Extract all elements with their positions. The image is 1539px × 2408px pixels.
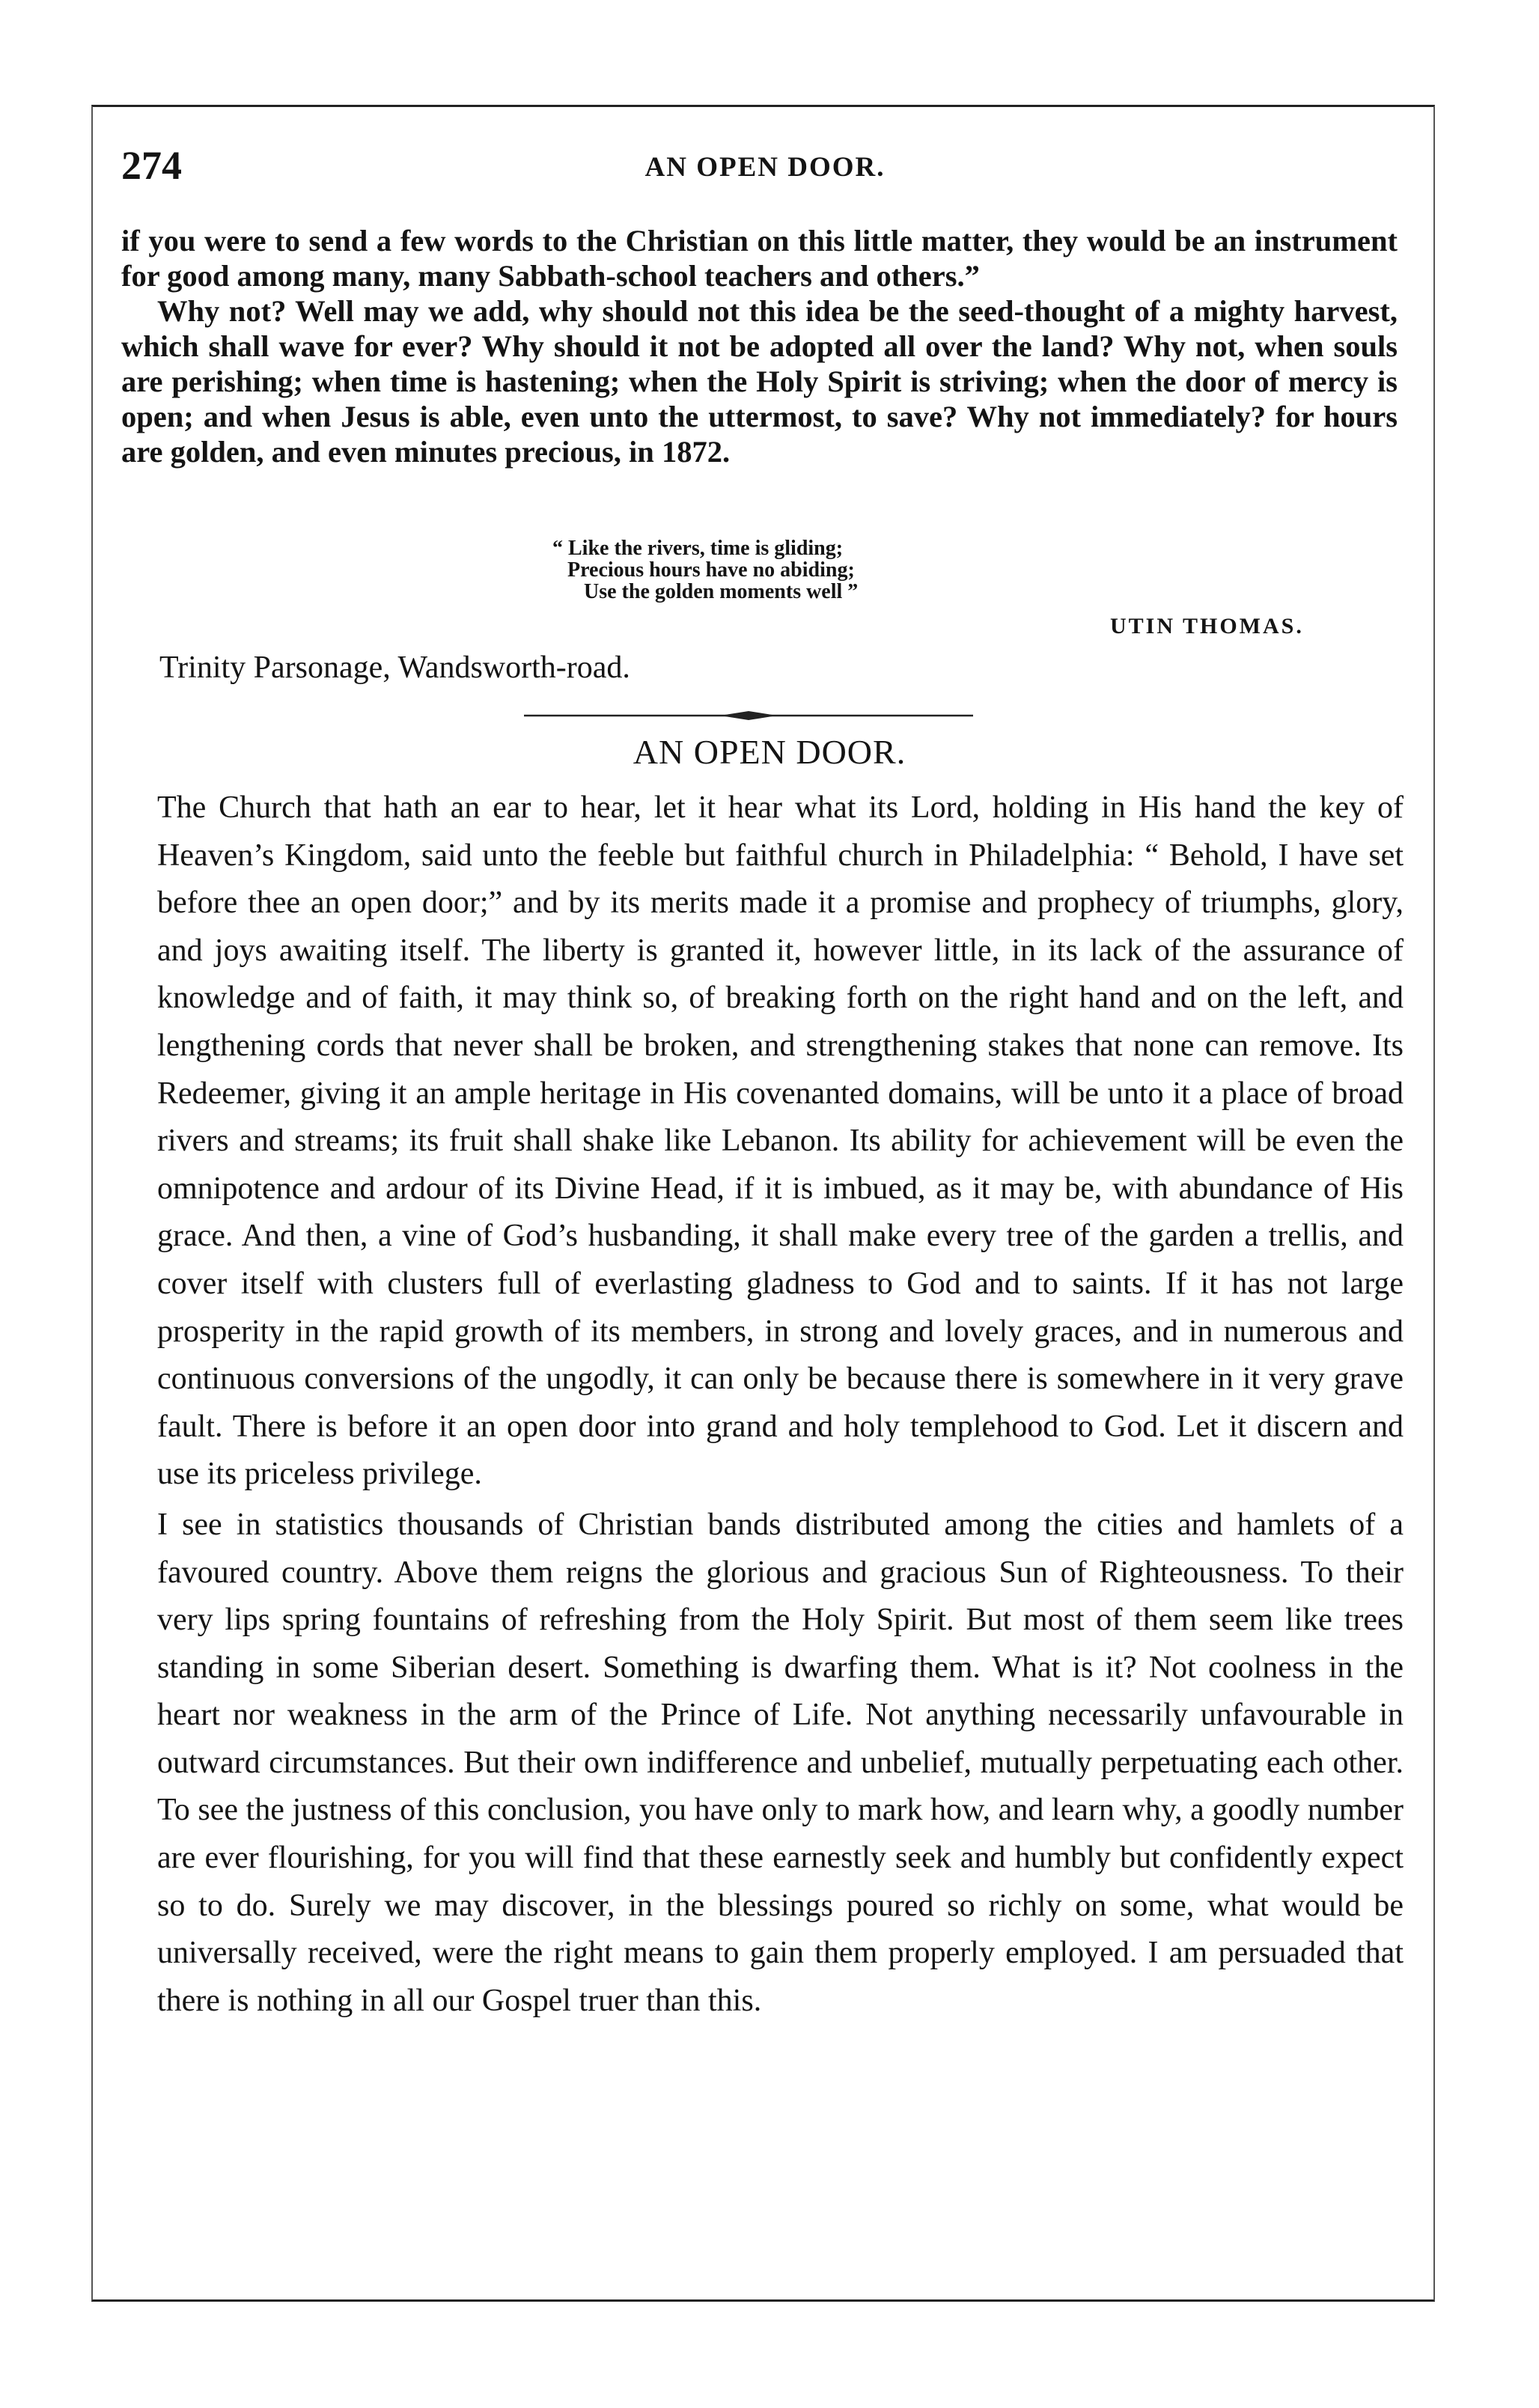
page-number: 274 [121,143,182,188]
signature: UTIN THOMAS. [1110,614,1304,638]
running-head [121,142,1409,195]
letter-paragraph-1: if you were to send a few words to the Christian on this little matter, they would be an instrument for good among many, many Sabbath-school teachers and others.” [121,224,1398,293]
verse-line-2: Precious hours have no abiding; [567,558,855,582]
running-title: AN OPEN DOOR. [644,152,886,183]
letter-paragraph-2: Why not? Well may we add, why should not this idea be the seed-thought of a mighty harvest, which shall wave for ever? Why should it not be adopted all over the land? Why not, when souls are perishing; when time is hastening; when the Holy Spirit is striving; when the door of mercy is open; and when Jesus is able, even unto the uttermost, to save? Why not immediately? for hours are golden, and even minutes precious, in 1872. [121,294,1398,469]
article-paragraph-2: I see in statistics thousands of Christian bands distributed among the cities and hamlets of a favoured country. Above them reigns the glorious and gracious Sun of Righteousness. To their very lips spring fountains of refreshing from the Holy Spirit. But most of them seem like trees standing in some Siberian desert. Something is dwarfing them. What is it? Not coolness in the heart nor weakness in the arm of the Prince of Life. Not anything necessarily unfavourable in outward circumstances. But their own indifference and unbelief, mutually perpetuating each other. To see the justness of this conclusion, you have only to mark how, and learn why, a goodly number are ever flourishing, for you will find that these earnestly seek and humbly but confidently expect so to do. Surely we may discover, in the blessings poured so richly on some, what would be universally received, were the right means to gain them properly employed. I am persuaded that there is nothing in all our Gospel truer than this. [157,1507,1404,2018]
section-divider [524,708,973,723]
verse-line-1: “ Like the rivers, time is gliding; [552,537,844,560]
article-title: AN OPEN DOOR. [633,733,906,771]
dateline: Trinity Parsonage, Wandsworth-road. [159,650,630,685]
verse-quote [552,537,1076,603]
article-paragraph-1: The Church that hath an ear to hear, let it hear what its Lord, holding in His hand the key of Heaven’s Kingdom, said unto the feeble but faithful church in Philadelphia: “ Behold, I have set before thee an open door;” and by its merits made it a promise and prophecy of triumphs, glory, and joys awaiting itself. The liberty is granted it, however little, in its lack of the assurance of knowledge and of faith, it may think so, of breaking forth on the right hand and on the left, and lengthening cords that never shall be broken, and strengthening stakes that none can remove. Its Redeemer, giving it an ample heritage in His covenanted domains, will be unto it a place of broad rivers and streams; its fruit shall shake like Lebanon. Its ability for achievement will be even the omnipotence and ardour of its Divine Head, if it is imbued, as it may be, with abundance of His grace. And then, a vine of God’s husbanding, it shall make every tree of the garden a trellis, and cover itself with clusters full of everlasting gladness to God and to saints. If it has not large prosperity in the rapid growth of its members, in strong and lovely graces, and in numerous and continuous conversions of the ungodly, it can only be because there is somewhere in it very grave fault. There is before it an open door into grand and holy templehood to God. Let it discern and use its priceless privilege. [157,790,1404,1492]
article-body [157,784,1404,2025]
letter-text [121,223,1398,469]
verse-line-3: Use the golden moments well ” [584,580,859,603]
